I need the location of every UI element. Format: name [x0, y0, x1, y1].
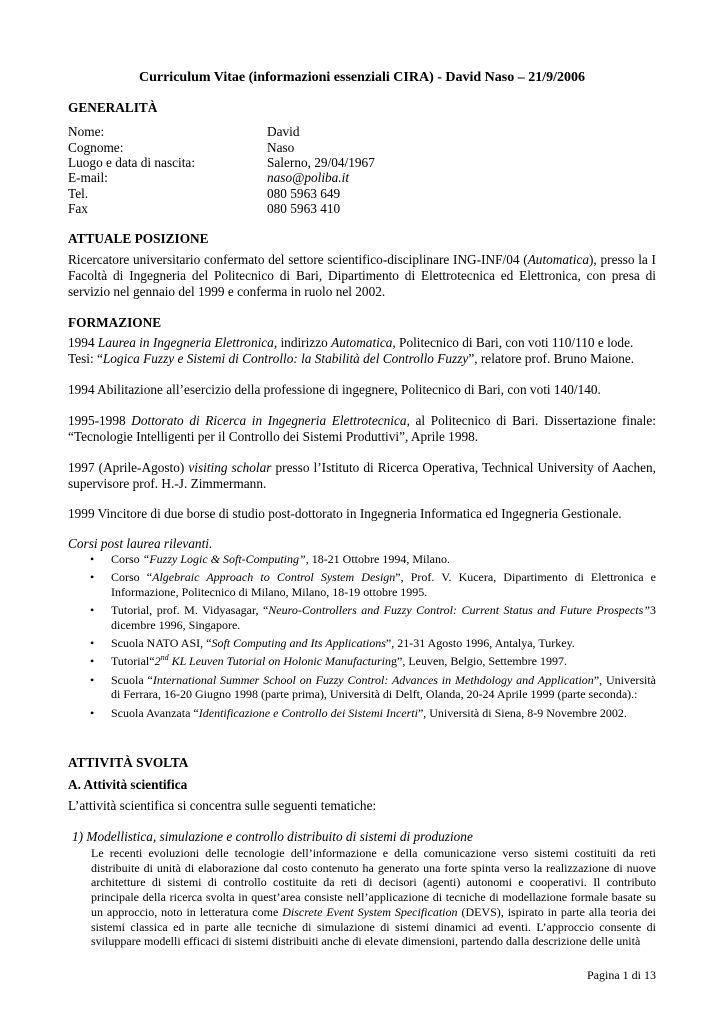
text-run: g”, Leuven, Belgio, Settembre 1997. — [391, 654, 567, 669]
text-run: Algebraic Approach to Control System Design — [152, 570, 396, 585]
text-run: Laurea in Ingegneria Elettronica — [97, 335, 274, 350]
corsi-list — [68, 552, 656, 724]
topic-heading-1: 1) Modellistica, simulazione e controllo distribuito di sistemi di produzione — [72, 829, 473, 844]
page-number: Pagina 1 di 13 — [587, 968, 656, 982]
text-run: visiting scholar — [188, 460, 272, 475]
list-item — [68, 673, 656, 702]
corsi-heading: Corsi post laurea rilevanti. — [68, 536, 213, 551]
list-item — [68, 636, 656, 650]
text-run: ”, Prof. V. Kucera, Dipartimento di Elettronica e Informazione, Politecnico di Milano, Milano, 18-19 ottobre 1995. — [111, 570, 656, 599]
info-key: E-mail: — [68, 170, 108, 185]
text-run: Tutorial“ — [111, 654, 155, 669]
text-run: , al Politecnico di Bari. Dissertazione finale: “Tecnologie Intelligenti per il Controllo dei Sistemi Produttivi”, Aprile 1998. — [68, 413, 656, 445]
text-run: KL Leuven Tutorial on Holonic Manufacturin — [168, 654, 392, 669]
text-run: ”, Università di Siena, 8-9 Novembre 2002. — [417, 705, 627, 720]
text-run: Dottorato di Ricerca in Ingegneria Elettrotecnica — [131, 413, 407, 428]
bullet-icon: • — [90, 570, 95, 585]
text-run: Tutorial, prof. M. Vidyasagar, “ — [111, 603, 269, 618]
text-run: Corso — [111, 552, 143, 566]
bullet-icon: • — [90, 636, 95, 651]
bullet-icon: • — [90, 672, 95, 687]
text-run: Ricercatore universitario confermato del settore scientifico-disciplinare ING-INF/04 ( — [68, 252, 528, 267]
formazione-entry-dottorato — [68, 413, 656, 445]
info-value: Salerno, 29/04/1967 — [267, 155, 375, 170]
text-run: Scuola NATO ASI, “ — [111, 636, 212, 651]
info-key: Cognome: — [68, 140, 124, 155]
bullet-icon: • — [90, 705, 95, 720]
text-run: 1994 — [68, 335, 98, 350]
text-run: , indirizzo — [273, 335, 332, 350]
section-heading-posizione: ATTUALE POSIZIONE — [68, 231, 209, 246]
posizione-paragraph — [68, 252, 656, 301]
bullet-icon: • — [90, 552, 95, 566]
attivita-intro: L’attività scientifica si concentra sulle seguenti tematiche: — [68, 798, 377, 813]
info-key: Fax — [68, 201, 88, 216]
text-run: Soft Computing and Its Applications — [211, 636, 386, 651]
text-run: International Summer School on Fuzzy Control: Advances in Methdology and Application — [152, 672, 594, 687]
list-item — [68, 654, 656, 668]
text-run: Identificazione e Controllo dei Sistemi Incerti — [198, 705, 418, 720]
email-link[interactable]: naso@poliba.it — [267, 170, 350, 185]
text-run: 3 dicembre 1996, Singapore. — [111, 603, 656, 632]
info-value: 080 5963 649 — [267, 186, 341, 201]
bullet-icon: • — [90, 654, 95, 669]
text-run: , 18-21 Ottobre 1994, Milano. — [305, 552, 451, 566]
text-run: ”, relatore prof. Bruno Maione. — [468, 351, 635, 367]
section-heading-attivita: ATTIVITÀ SVOLTA — [68, 755, 189, 770]
text-run: presso l’Istituto di Ricerca Operativa, Technical University of Aachen, supervisore prof. H.-J. Zimmermann. — [68, 460, 656, 492]
topic-paragraph-1 — [91, 846, 656, 949]
formazione-entry-laurea — [68, 335, 656, 367]
text-run: Corso “ — [111, 570, 153, 585]
info-value: David — [267, 124, 300, 139]
text-run: Automatica, — [331, 335, 396, 350]
list-item — [68, 552, 656, 566]
formazione-entry-abilitazione: 1994 Abilitazione all’esercizio della professione di ingegnere, Politecnico di Bari, con voti 140/140. — [68, 382, 601, 397]
formazione-entry-visiting — [68, 460, 656, 492]
text-run: Scuola “ — [111, 672, 153, 687]
info-value: 080 5963 410 — [267, 201, 341, 216]
list-item — [68, 570, 656, 599]
info-value: Naso — [267, 140, 295, 155]
text-run: ”, Università di Ferrara, 16-20 Giugno 1998 (parte prima), Università di Delft, Olanda, 20-24 Aprile 1999 (parte seconda).: — [111, 672, 656, 702]
text-run: “Fuzzy Logic & Soft-Computing” — [142, 552, 306, 566]
text-run: Discrete Event System Specification — [282, 904, 458, 919]
text-run: Scuola Avanzata “ — [111, 705, 199, 720]
info-key: Tel. — [68, 186, 89, 201]
text-run: Tesi: “ — [68, 351, 103, 367]
text-run: ”, 21-31 Agosto 1996, Antalya, Turkey. — [385, 636, 575, 651]
text-run: ), presso la I Facoltà di Ingegneria del Politecnico di Bari, Dipartimento di Elettrotecnica ed Elettronica, con presa di servizio nel gennaio del 1999 e conferma in ruolo nel 2002. — [68, 252, 656, 300]
section-heading-formazione: FORMAZIONE — [68, 315, 162, 330]
text-run: 1995-1998 — [68, 413, 132, 428]
info-key: Nome: — [68, 124, 105, 139]
text-run: Neuro-Controllers and Fuzzy Control: Current Status and Future Prospects” — [268, 603, 650, 618]
text-run: 2 — [154, 654, 161, 669]
text-run: Logica Fuzzy e Sistemi di Controllo: la Stabilità del Controllo Fuzzy — [102, 351, 469, 367]
text-run: Politecnico di Bari, con voti 110/110 e lode. — [395, 335, 634, 350]
info-key: Luogo e data di nascita: — [68, 155, 196, 170]
text-run: nd — [160, 653, 169, 663]
section-heading-generalita: GENERALITÀ — [68, 100, 158, 115]
formazione-entry-borse: 1999 Vincitore di due borse di studio post-dottorato in Ingegneria Informatica ed Ingegneria Gestionale. — [68, 506, 622, 521]
text-run: Automatica — [527, 252, 589, 267]
text-run: (DEVS), ispirato in parte alla teoria dei sistemi classica ed in parte alle tecniche di simulazione di sistemi dinamici ad eventi. L’approccio consente di sviluppare modelli efficaci di sistemi distribuiti anche di elevate dimensioni, partendo dalla descrizione delle unità — [91, 904, 656, 949]
list-item — [68, 706, 656, 720]
list-item — [68, 603, 656, 632]
text-run: 1997 (Aprile-Agosto) — [68, 460, 189, 475]
page-title: Curriculum Vitae (informazioni essenziali CIRA) - David Naso – 21/9/2006 — [138, 70, 586, 85]
subsection-heading-scientifica: A. Attività scientifica — [68, 777, 188, 792]
bullet-icon: • — [90, 603, 95, 618]
text-run: Le recenti evoluzioni delle tecnologie dell’informazione e della comunicazione verso sistemi costituiti da reti distribuite di unità di elaborazione dal costo contenuto ha generato una forte spinta verso la realizzazione di nuove architetture di sistemi di controllo costituite da reti di decisori (agenti) autonomi e cooperativi. Il contributo principale della ricerca svolta in quest’area consiste nell’applicazione di tecniche di modellazione formale basate su un approccio, noto in letteratura come — [91, 846, 656, 919]
